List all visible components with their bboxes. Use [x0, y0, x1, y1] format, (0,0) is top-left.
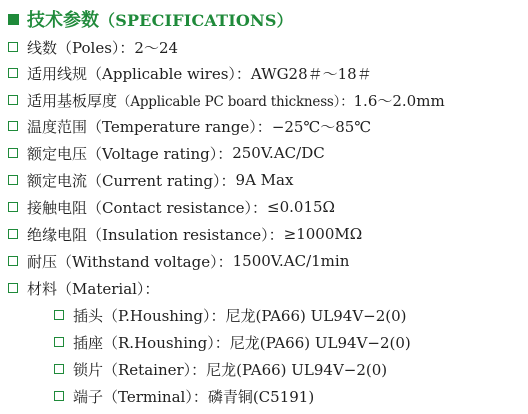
- material-label-cn: 端子: [73, 387, 104, 406]
- spec-value: 2～24: [134, 38, 179, 57]
- material-value: 尼龙(PA66) UL94V−2(0): [206, 360, 388, 379]
- spec-value: 250V.AC/DC: [232, 144, 325, 162]
- material-row-retainer: [54, 356, 387, 382]
- checkbox-square-icon: [8, 121, 18, 131]
- material-label-en: （R.Houshing）：: [103, 333, 230, 352]
- checkbox-square-icon: [8, 202, 18, 212]
- material-value: 尼龙(PA66) UL94V−2(0): [225, 306, 407, 325]
- spec-label-en: （Contact resistance）：: [87, 198, 268, 217]
- spec-value: ≤0.015Ω: [267, 198, 335, 216]
- spec-label-en: （Insulation resistance）：: [87, 225, 284, 244]
- spec-label-en: （Applicable wires）：: [87, 64, 251, 83]
- section-title: [8, 5, 293, 33]
- material-label-cn: 锁片: [73, 360, 104, 379]
- spec-label-cn: 额定电流: [27, 171, 88, 190]
- spec-label-en: （Material）：: [57, 279, 160, 298]
- spec-value: ≥1000MΩ: [283, 225, 363, 243]
- spec-label-cn: 耐压: [27, 252, 58, 271]
- spec-row-insulation-resistance: [8, 221, 362, 247]
- spec-row-poles: [8, 34, 178, 60]
- material-row-receptacle-housing: [54, 329, 411, 355]
- material-value: 尼龙(PA66) UL94V−2(0): [229, 333, 411, 352]
- spec-label-cn: 温度范围: [27, 117, 88, 136]
- spec-row-current-rating: [8, 167, 293, 193]
- filled-square-icon: [8, 14, 19, 25]
- spec-label-en: （Poles）：: [57, 38, 135, 57]
- spec-row-pc-board-thickness: [8, 87, 445, 113]
- material-label-en: （P.Houshing）：: [103, 306, 226, 325]
- spec-label-cn: 绝缘电阻: [27, 225, 88, 244]
- material-label-en: （Terminal）：: [103, 387, 208, 406]
- spec-label-en: （Current rating）：: [87, 171, 236, 190]
- spec-label-en: （Withstand voltage）：: [57, 252, 233, 271]
- spec-row-temperature-range: [8, 113, 371, 139]
- checkbox-square-icon: [8, 256, 18, 266]
- spec-label-cn: 适用线规: [27, 64, 88, 83]
- title-cn: 技术参数: [27, 10, 99, 31]
- spec-value: AWG28＃～18＃: [250, 64, 372, 83]
- checkbox-square-icon: [8, 283, 18, 293]
- spec-value: 1500V.AC/1min: [232, 252, 350, 270]
- spec-label-cn: 额定电压: [27, 144, 88, 163]
- spec-row-material: [8, 275, 159, 301]
- checkbox-square-icon: [54, 364, 64, 374]
- spec-label-cn: 材料: [27, 279, 58, 298]
- checkbox-square-icon: [8, 95, 18, 105]
- spec-value: 1.6～2.0mm: [353, 91, 445, 110]
- spec-label-cn: 适用基板厚度: [27, 91, 118, 110]
- spec-value: 9A Max: [235, 171, 294, 189]
- checkbox-square-icon: [8, 42, 18, 52]
- checkbox-square-icon: [8, 148, 18, 158]
- material-value: 磷青铜(C5191): [207, 387, 315, 406]
- material-row-terminal: [54, 383, 314, 409]
- material-row-plug-housing: [54, 302, 407, 328]
- spec-label-cn: 接触电阻: [27, 198, 88, 217]
- spec-value: −25℃～85℃: [271, 117, 372, 136]
- spec-row-voltage-rating: [8, 140, 325, 166]
- material-label-cn: 插座: [73, 333, 104, 352]
- checkbox-square-icon: [54, 310, 64, 320]
- checkbox-square-icon: [8, 68, 18, 78]
- spec-row-contact-resistance: [8, 194, 335, 220]
- material-label-en: （Retainer）：: [103, 360, 207, 379]
- title-en: （SPECIFICATIONS）: [99, 10, 293, 30]
- spec-row-withstand-voltage: [8, 248, 349, 274]
- checkbox-square-icon: [54, 337, 64, 347]
- spec-label-en: （Temperature range）：: [87, 117, 272, 136]
- checkbox-square-icon: [8, 175, 18, 185]
- checkbox-square-icon: [8, 229, 18, 239]
- spec-label-en: （Applicable PC board thickness）：: [117, 94, 354, 110]
- spec-row-applicable-wires: [8, 60, 372, 86]
- material-label-cn: 插头: [73, 306, 104, 325]
- spec-label-cn: 线数: [27, 38, 58, 57]
- checkbox-square-icon: [54, 391, 64, 401]
- spec-label-en: （Voltage rating）：: [87, 144, 233, 163]
